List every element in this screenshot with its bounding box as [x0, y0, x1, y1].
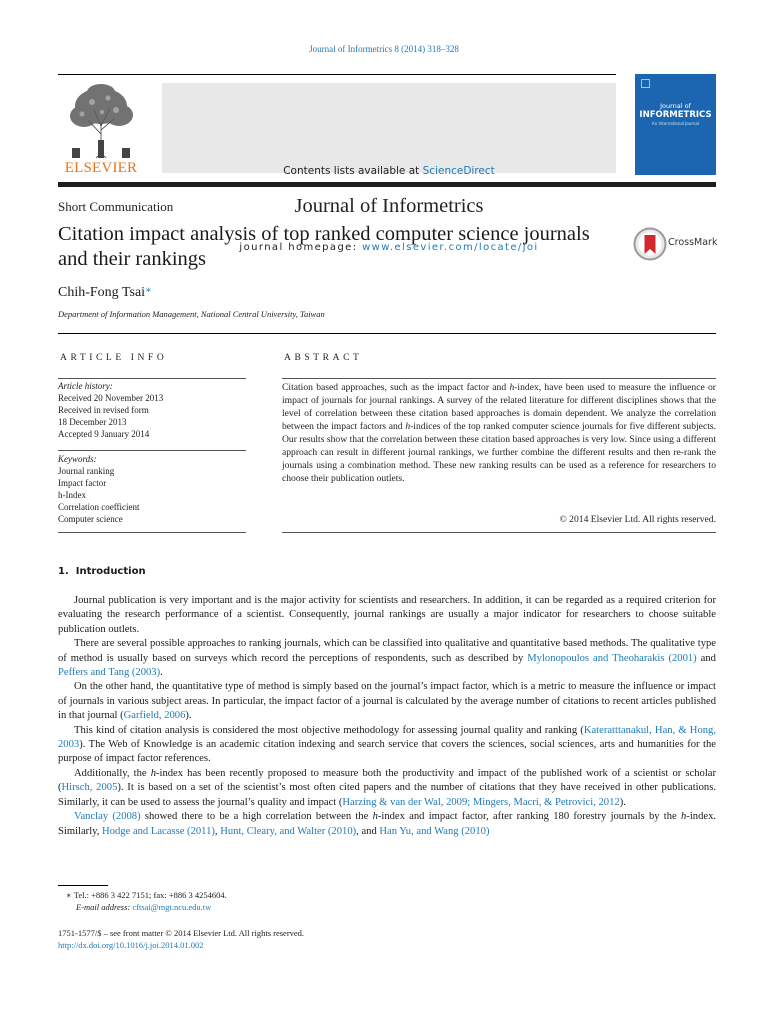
body-text-segment: -index. Similarly,: [58, 811, 717, 837]
citation-link[interactable]: Garfield, 2006: [123, 710, 186, 722]
history-label: Article history:: [58, 381, 113, 391]
article-title: Citation impact analysis of top ranked computer science journals and their rankings: [58, 223, 590, 270]
citation-link[interactable]: Peffers and Tang (2003): [58, 667, 161, 679]
body-paragraph: [58, 637, 716, 680]
body-text-segment: .: [160, 667, 163, 679]
history-line: Received in revised form: [58, 405, 149, 415]
body-text-segment: ). The Web of Knowledge is an academic citation indexing and search service that covers the sciences, social sciences, arts and humanities for the purpose of impact factor references.: [58, 739, 716, 765]
homepage-link[interactable]: www.elsevier.com/locate/joi: [362, 242, 539, 253]
author-email-footnote: [76, 902, 211, 912]
keyword-item: Correlation coefficient: [58, 502, 140, 512]
body-text-segment: and: [696, 652, 716, 664]
cover-logo-mark: [641, 79, 650, 88]
author-text: Chih-Fong Tsai: [58, 285, 146, 300]
crossmark-label[interactable]: CrossMark: [668, 237, 718, 248]
elsevier-wordmark: ELSEVIER: [64, 160, 138, 176]
author-contact-footnote: [66, 890, 227, 901]
abstract-italic-h: h: [509, 382, 515, 393]
author-footnote-mark[interactable]: ∗: [145, 285, 152, 296]
body-text-segment: ). It is based on a set of the scientist’s most often cited papers and the number of citations that they have received in other publications. Similarly, it can be used to assess the journal’s quality and impact (: [58, 782, 716, 808]
body-text-segment: -index and impact factor, after ranking 180 forestry journals by the: [377, 811, 681, 823]
sciencedirect-link[interactable]: ScienceDirect: [422, 165, 495, 177]
abstract-text: [282, 381, 716, 485]
body-text-segment: ,: [214, 825, 221, 837]
body-text-segment: ).: [619, 796, 626, 808]
keyword-item: Impact factor: [58, 478, 107, 488]
journal-title: Journal of Informetrics: [294, 195, 484, 217]
article-type: Short Communication: [58, 199, 174, 214]
citation-link[interactable]: Vanclay (2008): [74, 811, 141, 823]
citation-link[interactable]: Kateratttanakul, Han, & Hong, 2003: [58, 724, 716, 751]
body-paragraph: [58, 810, 716, 839]
email-link[interactable]: cftsai@mgt.ncu.edu.tw: [132, 902, 212, 912]
article-info-rule: [58, 532, 246, 533]
contents-available-line: [162, 165, 616, 177]
keywords-label: Keywords:: [58, 454, 97, 464]
abstract-rule: [282, 532, 716, 533]
history-line: 18 December 2013: [58, 417, 127, 427]
homepage-prefix: journal homepage:: [239, 242, 363, 253]
body-text-segment: Additionally, the: [74, 767, 151, 779]
citation-link[interactable]: Harzing & van der Wal, 2009; Mingers, Macri, & Petrovici, 2012: [342, 796, 620, 808]
contents-prefix: Contents lists available at: [283, 165, 423, 177]
body-text-segment: ).: [185, 710, 192, 722]
cover-line1: Journal of: [660, 102, 691, 110]
body-paragraph: [58, 767, 716, 810]
doi-link[interactable]: http://dx.doi.org/10.1016/j.joi.2014.01.002: [58, 940, 204, 950]
body-text-segment: On the other hand, the quantitative type of method is simply based on the journal’s impact factor, which is a metric to measure the influence or impact of journals in various subject areas. In particular, the impact factor of a journal is calculated by the average number of citations to recent articles published in that journal (: [58, 681, 716, 722]
body-text: [58, 594, 716, 839]
copyright-notice: © 2014 Elsevier Ltd. All rights reserved.: [559, 514, 716, 525]
citation-link[interactable]: Mylonopoulos and Theoharakis (2001): [527, 652, 697, 664]
body-paragraph: [58, 724, 716, 767]
article-info-heading: ARTICLE INFO: [60, 353, 168, 363]
footnote-mark: ∗: [66, 890, 72, 900]
citation-link[interactable]: Hirsch, 2005: [61, 782, 118, 794]
section-number: 1.: [58, 566, 69, 577]
keyword-item: h-Index: [58, 490, 86, 500]
keyword-item: Journal ranking: [58, 466, 115, 476]
article-info-rule: [58, 450, 246, 451]
italic-text: h: [150, 767, 156, 779]
header-thick-rule: [58, 182, 716, 187]
abstract-segment: -indices of the top ranked computer science journals for five different subjects. Our results show that the correlation between these citation based approaches is very low. Since using a different approach can result in different journal rankings, we further combine the different results and then re-rank the journals using a combination method. These new ranking results can be used as a reference for researchers to choose their publication outlets.: [282, 421, 716, 484]
citation-link[interactable]: Hunt, Cleary, and Walter (2010): [220, 825, 357, 837]
abstract-italic-h: h: [405, 421, 411, 432]
cover-line2: INFORMETRICS: [639, 110, 712, 120]
citation-link[interactable]: Han Yu, and Wang (2010): [379, 825, 490, 837]
body-text-segment: showed there to be a high correlation between the: [140, 811, 373, 823]
body-paragraph: [58, 680, 716, 723]
section-title: Introduction: [75, 566, 146, 577]
article-info-rule: [58, 378, 246, 379]
journal-citation-link[interactable]: Journal of Informetrics 8 (2014) 318–328: [309, 44, 459, 54]
issn-line: 1751-1577/$ – see front matter © 2014 Elsevier Ltd. All rights reserved.: [58, 928, 305, 938]
keyword-item: Computer science: [58, 514, 123, 524]
author-affiliation: Department of Information Management, National Central University, Taiwan: [58, 309, 325, 319]
header-top-rule: [58, 74, 616, 75]
body-text-segment: Journal publication is very important and is the major activity for scientists and researchers. In addition, it can be regarded as a required criterion for evaluating the research performance of a scientist. Consequently, journal rankings are usually a major indicator for researchers to choose suitable publication outlets.: [58, 595, 716, 635]
body-text-segment: There are several possible approaches to ranking journals, which can be classified into qualitative and quantitative based methods. The qualitative type of method is usually based on surveys which record the perceptions of respondents, such as described by: [58, 638, 716, 664]
abstract-rule: [282, 378, 716, 379]
history-line: Received 20 November 2013: [58, 393, 164, 403]
crossmark-icon[interactable]: [633, 227, 667, 261]
email-label: E-mail address:: [76, 902, 133, 912]
footnote-rule: [58, 885, 108, 886]
citation-link[interactable]: Hodge and Lacasse (2011): [102, 825, 215, 837]
abstract-segment: -index, have been used to measure the influence or impact of journals for journal rankings. A survey of the related literature for different disciplines shows that the level of correlation between these citation based approaches is domain dependent. We analyze the correlation between the impact factors and: [282, 382, 716, 432]
history-line: Accepted 9 January 2014: [58, 429, 150, 439]
abstract-segment: Citation based approaches, such as the impact factor and: [282, 382, 510, 393]
footnote-contact: Tel.: +886 3 422 7151; fax: +886 3 4254604.: [71, 890, 227, 900]
italic-text: h: [681, 811, 687, 823]
affiliation-rule: [58, 333, 716, 334]
italic-text: h: [372, 811, 378, 823]
body-text-segment: , and: [356, 825, 380, 837]
abstract-heading: ABSTRACT: [284, 353, 363, 363]
body-text-segment: This kind of citation analysis is considered the most objective methodology for assessing journal quality and ranking (: [74, 724, 584, 736]
cover-line3: An International Journal: [651, 121, 700, 126]
section-heading: [58, 566, 146, 577]
author-name: [58, 285, 152, 301]
body-paragraph: [58, 594, 716, 637]
journal-cover-image: [635, 74, 716, 175]
body-text-segment: -index has been recently proposed to measure both the productivity and impact of the published work of a scientist or scholar (: [58, 767, 716, 794]
